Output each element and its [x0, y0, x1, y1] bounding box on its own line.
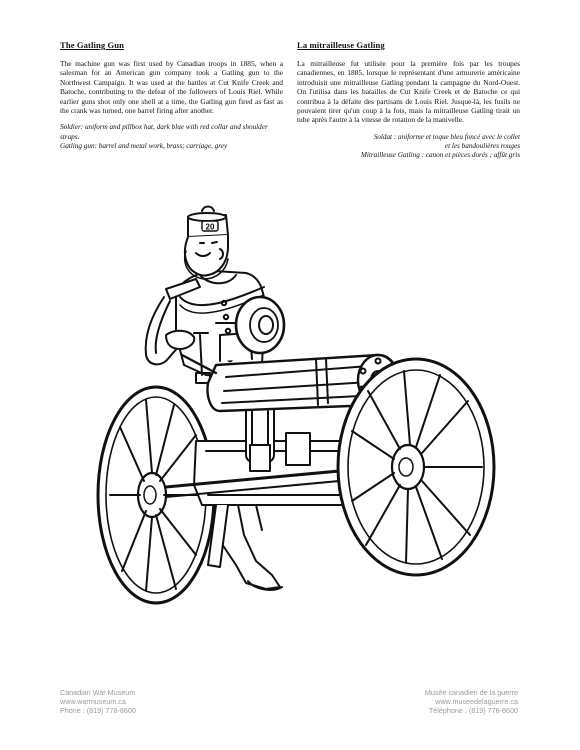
french-caption-gun: Mitrailleuse Gatling : canon et pièces dorés ; affût gris: [360, 151, 520, 160]
gatling-gun-soldier-drawing: [96, 205, 506, 620]
english-caption-soldier: Soldier: uniform and pillbox hat, dark blue with red collar and shoulder straps.: [60, 123, 268, 141]
english-column: [60, 40, 283, 151]
english-title: The Gatling Gun: [60, 40, 125, 50]
museum-name: Canadian War Museum: [60, 688, 136, 697]
english-body: The machine gun was first used by Canadian troops in 1885, when a salesman for an American gun company took a Gatling gun to the Northwest Campaign. It was used at the battles at Cut Knife Creek and Batoche, contributing to the defeat of the followers of Louis Riel. While earlier guns shot only one shell at a time, the Gatling gun fired as fast as the crank was turned, one barrel firing after another.: [60, 59, 283, 116]
hat-number: 20: [205, 222, 215, 232]
musee-name: Musée canadien de la guerre: [424, 688, 518, 697]
french-body: La mitrailleuse fut utilisée pour la première fois par les troupes canadiennes, en 1885, lorsque le représentant d'une armurerie américaine introduisit une mitrailleuse Gatling pendant la campagne du Nord-Ouest. On l'utilisa dans les batailles de Cut Knife Creek et de Batoche ce qui contribua à la défaite des partisans de Louis Riel. Jusque-là, les fusils ne pouvaient tirer qu'un coup à la fois, mais la mitrailleuse Gatling tirait un tube après l'autre à la vitesse de rotation de la manivelle.: [297, 59, 520, 125]
soldier-head: [185, 207, 228, 280]
english-caption-gun: Gatling gun: barrel and metal work, brass; carriage, grey: [60, 142, 228, 151]
museum-url[interactable]: www.warmuseum.ca: [60, 696, 126, 706]
right-wheel: [338, 359, 494, 575]
french-caption-soldier-line1: Soldat : uniforme et toque bleu foncé avec le collet: [373, 132, 520, 141]
french-column: [297, 40, 520, 161]
footer-english: [60, 689, 136, 715]
musee-url[interactable]: www.museedelaguerre.ca: [435, 696, 518, 706]
museum-phone: Phone : (819) 776-8600: [60, 705, 136, 715]
french-caption-soldier-line2: et les bandoulières rouges: [444, 142, 520, 151]
musee-phone: Téléphone : (819) 776-8600: [428, 705, 518, 715]
footer-french: [425, 689, 518, 715]
french-title: La mitrailleuse Gatling: [297, 40, 385, 50]
